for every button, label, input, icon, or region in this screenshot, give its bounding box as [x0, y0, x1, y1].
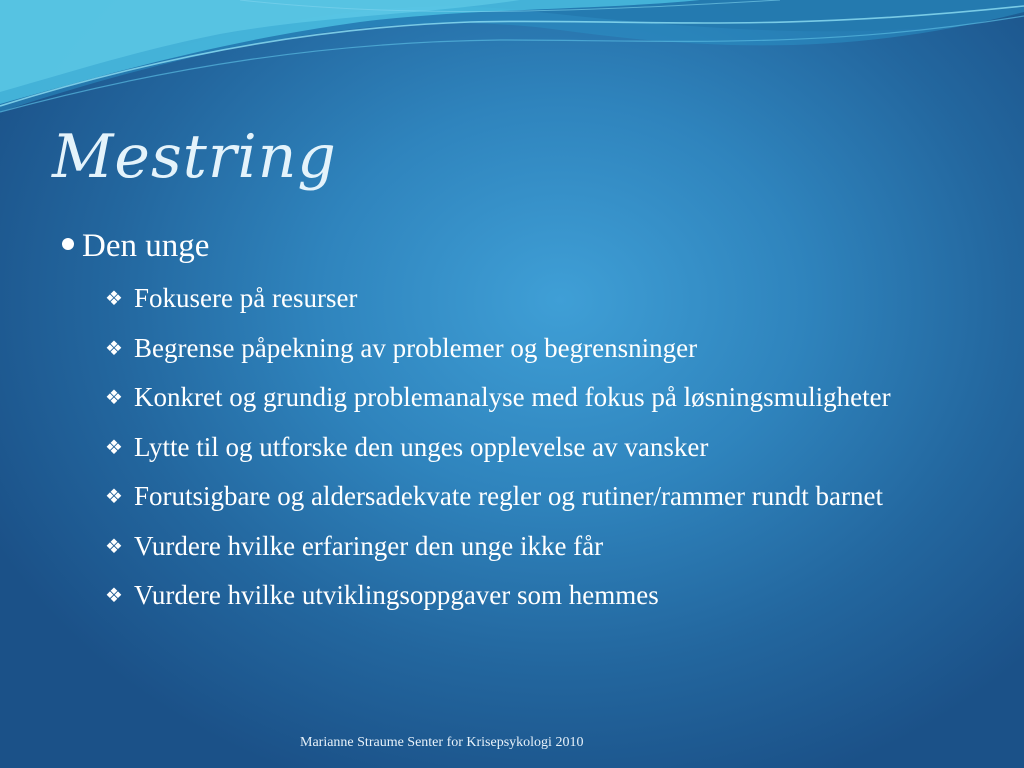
four-diamond-bullet-icon: ❖ [105, 434, 123, 459]
list-item-text: Forutsigbare og aldersadekvate regler og rutiner/rammer rundt barnet [134, 481, 883, 511]
list-item-text: Vurdere hvilke erfaringer den unge ikke får [134, 530, 604, 561]
four-diamond-bullet-icon: ❖ [105, 484, 123, 508]
list-item [62, 377, 962, 417]
four-diamond-bullet-icon: ❖ [105, 533, 123, 558]
list-item-text: Lytte til og utforske den unges opplevelse av vansker [134, 431, 709, 462]
slide-footer: Marianne Straume Senter for Krisepsykologi 2010 [300, 735, 584, 750]
round-bullet-icon [62, 238, 74, 250]
sub-bullet-list [62, 278, 962, 615]
slide-title: Mestring [52, 122, 337, 192]
list-item [62, 427, 962, 467]
list-item [62, 575, 962, 615]
wave-decoration [0, 0, 1024, 130]
four-diamond-bullet-icon: ❖ [105, 385, 123, 409]
list-item [62, 328, 962, 368]
list-item [62, 278, 962, 318]
list-item-text: Vurdere hvilke utviklingsoppgaver som hemmes [134, 580, 659, 610]
list-item-text: Konkret og grundig problemanalyse med fokus på løsningsmuligheter [134, 382, 891, 412]
four-diamond-bullet-icon: ❖ [105, 583, 123, 607]
list-item-text: Fokusere på resurser [134, 283, 358, 313]
heading-bullet [62, 226, 962, 266]
four-diamond-bullet-icon: ❖ [105, 286, 123, 310]
list-item-text: Begrense påpekning av problemer og begrensninger [134, 332, 698, 363]
four-diamond-bullet-icon: ❖ [105, 335, 123, 360]
heading-bullet-text: Den unge [82, 228, 210, 264]
list-item [62, 476, 962, 516]
list-item [62, 526, 962, 566]
slide-body [62, 226, 962, 625]
